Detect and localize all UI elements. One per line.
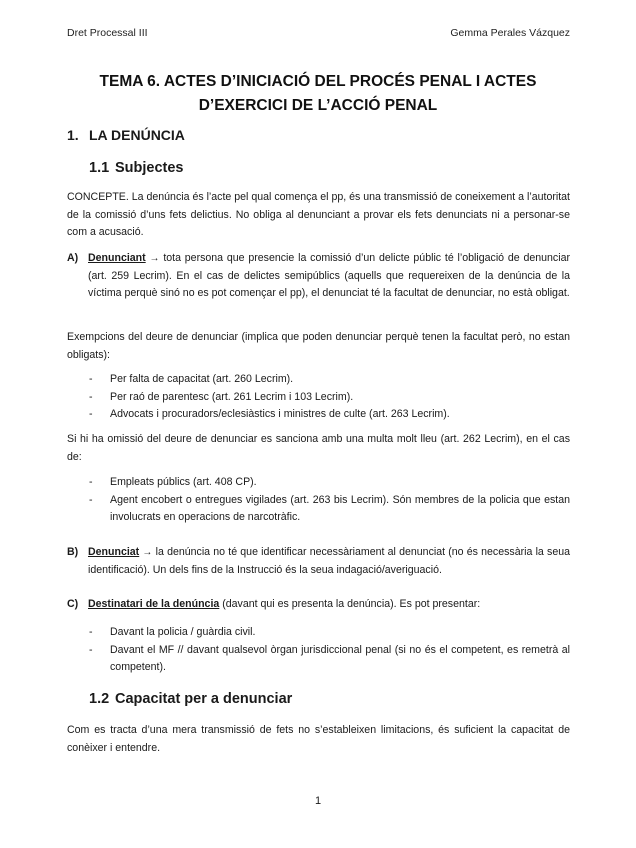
item-term: Destinatari de la denúncia (88, 598, 220, 610)
item-label: B) (67, 546, 79, 558)
item-a-denunciant (67, 250, 570, 303)
subsection-heading-capacitat (89, 691, 292, 707)
item-c-destinatari (67, 596, 570, 614)
paragraph-omissio: Si hi ha omissió del deure de denunciar es sanciona amb una multa molt lleu (art. 262 Lecrim), en el cas de: (67, 433, 570, 463)
list-item: - Davant el MF // davant qualsevol òrgan jurisdiccional penal (si no és el competent, es remetrà al competent). (89, 643, 570, 673)
list-item: - Empleats públics (art. 408 CP). (89, 476, 257, 488)
list-item: - Per raó de parentesc (art. 261 Lecrim i 103 Lecrim). (89, 390, 354, 403)
subsection-number: 1.2 (89, 691, 110, 707)
subsection-heading-subjectes (89, 160, 184, 176)
item-text: la denúncia no té que identificar necessàriament al denunciat (no és necessària la seua identificació). Un dels fins de la Instrucció és la seua indagació/averiguació. (88, 546, 570, 576)
title-line-1: TEMA 6. ACTES D’INICIACIÓ DEL PROCÉS PENAL I ACTES (99, 73, 537, 90)
item-b-denunciat (67, 544, 570, 579)
item-text: tota persona que presencie la comissió d’un delicte públic té l’obligació de denunciar (art. 259 Lecrim). En el cas de delictes semipúblics (aquells que requereixen de la denúncia de la víctima perquè sinó no es pot començar el pp), el denunciat té la facultat de denunciar, no està obligat. (88, 252, 570, 299)
paragraph-capacitat: Com es tracta d’una mera transmissió de fets no s’estableixen limitacions, és suficient la capacitat de conèixer i entendre. (67, 724, 570, 754)
subsection-number: 1.1 (89, 160, 110, 176)
destinatari-list (89, 624, 570, 677)
section-title: LA DENÚNCIA (89, 127, 185, 143)
subsection-title: Capacitat per a denunciar (115, 691, 293, 707)
section-number: 1. (67, 127, 79, 143)
arrow-right-icon: → (149, 253, 160, 264)
document-title (60, 70, 576, 118)
list-item: - Davant la policia / guàrdia civil. (89, 626, 256, 638)
subsection-title: Subjectes (115, 160, 184, 176)
item-label: A) (67, 252, 79, 264)
list-item: - Per falta de capacitat (art. 260 Lecrim). (89, 373, 294, 385)
list-item: - Agent encobert o entregues vigilades (art. 263 bis Lecrim). Són membres de la policia que estan involucrats en operacions de narcotràfic. (89, 493, 570, 523)
paragraph-concepte: CONCEPTE. La denúncia és l’acte pel qual comença el pp, és una transmissió de coneixement a l’autoritat de la comissió d’uns fets delictius. No obliga al denunciant a provar els fets denunciats ni a personar-se com a acusació. (67, 191, 570, 238)
header-course: Dret Processal III (67, 27, 148, 39)
list-item: - Advocats i procuradors/eclesiàstics i ministres de culte (art. 263 Lecrim). (89, 408, 450, 420)
item-term: Denunciant (88, 252, 146, 264)
section-heading-denuncia (67, 127, 185, 143)
omissio-list (89, 474, 570, 527)
page-number: 1 (314, 795, 322, 807)
arrow-right-icon: → (142, 547, 153, 558)
paragraph-exempcions: Exempcions del deure de denunciar (implica que poden denunciar perquè tenen la facultat però, no estan obligats): (67, 331, 570, 361)
item-term: Denunciat (88, 546, 140, 558)
item-text: (davant qui es presenta la denúncia). Es pot presentar: (222, 598, 481, 610)
exempcions-list (89, 371, 570, 424)
header-author: Gemma Perales Vázquez (450, 27, 570, 39)
title-line-2: D’EXERCICI DE L’ACCIÓ PENAL (198, 97, 438, 114)
item-label: C) (67, 598, 79, 610)
